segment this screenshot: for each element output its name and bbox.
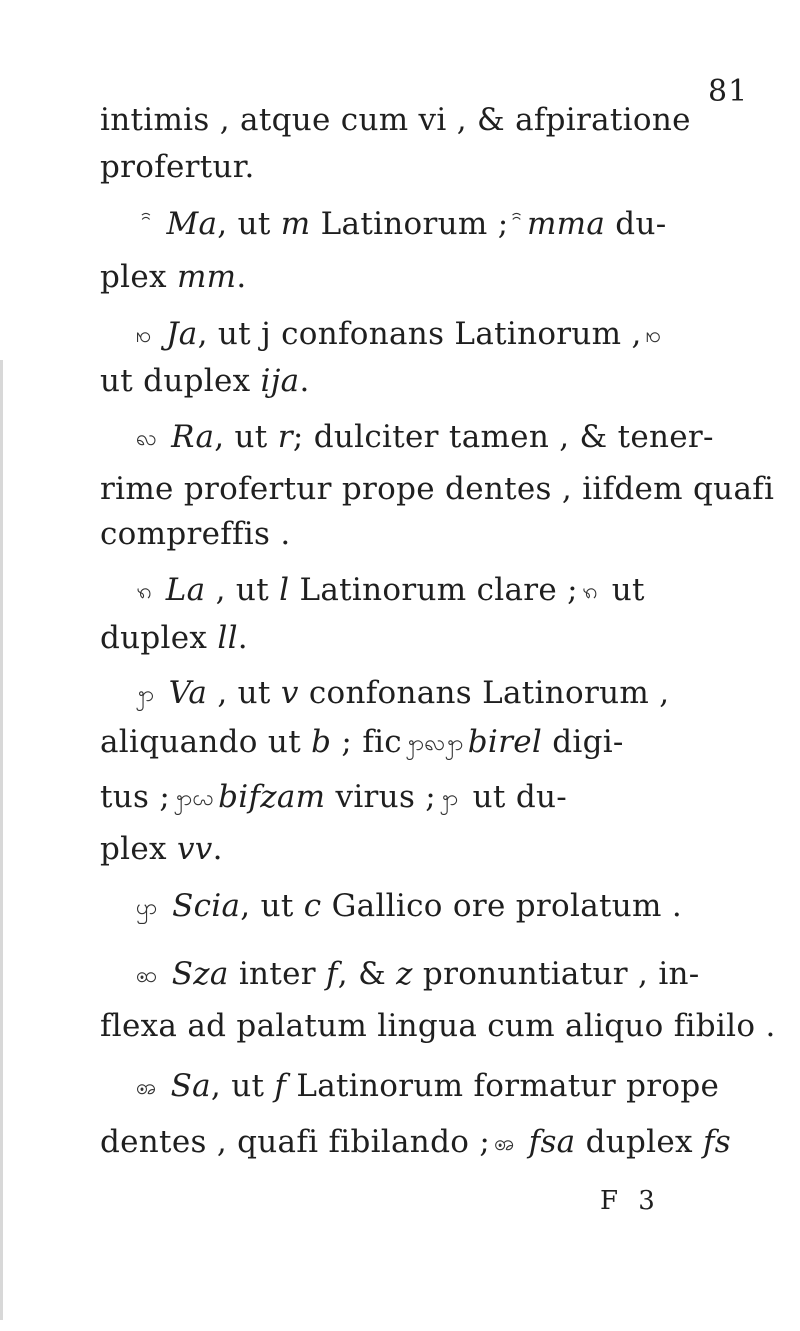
text-line (132, 954, 700, 996)
armenian-glyph-icon: ꩯ (645, 322, 662, 348)
text-line (100, 777, 567, 819)
line-text: ut du- (462, 779, 567, 815)
line-text: plex (100, 259, 177, 295)
armenian-glyph-icon: ꩮ (136, 425, 157, 451)
armenian-glyph-icon: ꩫ (581, 578, 598, 604)
line-text: profertur. (100, 149, 255, 185)
line-text: , ut j confonans Latinorum , (197, 316, 642, 352)
latin-letter: m (280, 206, 311, 242)
line-text: , ut (207, 675, 281, 711)
line-text: , & (337, 956, 397, 992)
text-line (100, 514, 291, 554)
line-text: virus ; (325, 779, 437, 815)
latin-term: fs (702, 1124, 731, 1160)
latin-letter: l (279, 572, 290, 608)
line-text: duplex (575, 1124, 703, 1160)
latin-letter: z (396, 956, 413, 992)
text-line (132, 886, 682, 928)
latin-term: Ra (171, 419, 215, 455)
text-line (100, 829, 223, 869)
latin-term: Ma (166, 206, 218, 242)
latin-term: ll (217, 620, 238, 656)
line-text: flexa ad palatum lingua cum aliquo fibilo . (100, 1008, 776, 1044)
text-line (100, 257, 247, 297)
text-line (100, 722, 624, 764)
latin-letter: r (277, 419, 293, 455)
text-line (100, 469, 774, 509)
armenian-glyph-icon: ꩫ (136, 578, 152, 604)
line-text: Latinorum formatur prope (286, 1068, 720, 1104)
armenian-glyph-icon: ꩭ (440, 785, 459, 811)
armenian-glyph-icon: ꩯ (136, 322, 152, 348)
line-text: intimis , atque cum vi , & afpiratione (100, 102, 691, 138)
line-text: , ut (205, 572, 280, 608)
line-text: ; dulciter tamen , & tener- (292, 419, 714, 455)
line-text: plex (100, 831, 177, 867)
line-text: ; fic (331, 724, 402, 760)
page-edge-shadow (0, 360, 3, 1320)
latin-letter: c (303, 888, 322, 924)
printer-signature: F 3 (600, 1186, 661, 1216)
armenian-glyph-icon: ꩥ (136, 894, 158, 920)
line-text: du- (605, 206, 667, 242)
page-number: 81 (708, 74, 749, 109)
line-text: digi- (542, 724, 624, 760)
line-text: . (237, 620, 248, 656)
latin-letter: f (274, 1068, 287, 1104)
text-line (148, 204, 667, 246)
text-line (132, 673, 669, 715)
latin-term: La (165, 572, 206, 608)
text-line (100, 618, 248, 658)
armenian-glyph-icon: ꩭꩮꩭ (405, 730, 464, 756)
latin-term: Sa (170, 1068, 211, 1104)
latin-term: Va (168, 675, 208, 711)
latin-term: ija (260, 363, 300, 399)
latin-letter: f (326, 956, 338, 992)
armenian-glyph-icon: ꩭ (136, 681, 155, 707)
text-line (132, 417, 714, 459)
latin-term: Sza (171, 956, 229, 992)
text-line (132, 1066, 719, 1108)
line-text: , ut (210, 1068, 275, 1104)
line-text: tus ; (100, 779, 171, 815)
line-text: confonans Latinorum , (298, 675, 670, 711)
text-line (100, 1006, 776, 1046)
latin-term: fsa (518, 1124, 576, 1160)
line-text: . (212, 831, 223, 867)
armenian-glyph-icon: ꩨ (494, 1130, 515, 1156)
line-text: aliquando ut (100, 724, 312, 760)
text-line (100, 147, 255, 187)
line-text: . (299, 363, 310, 399)
line-text: , ut (240, 888, 304, 924)
latin-letter: b (311, 724, 332, 760)
armenian-glyph-icon: ꩭꩬ (174, 785, 215, 811)
latin-term: bifzam (218, 779, 326, 815)
line-text: Latinorum ; (310, 206, 519, 242)
line-text: Gallico ore prolatum . (321, 888, 683, 924)
text-line (132, 314, 666, 356)
text-line (100, 100, 691, 140)
latin-term: mma (526, 206, 606, 242)
text-line (100, 1122, 731, 1164)
latin-term: birel (467, 724, 543, 760)
latin-term: vv (176, 831, 213, 867)
line-text: , ut (217, 206, 281, 242)
latin-letter: v (280, 675, 299, 711)
line-text: , ut (214, 419, 278, 455)
latin-term: mm (176, 259, 237, 295)
text-line (100, 361, 310, 401)
armenian-glyph-icon: ꩨ (136, 1074, 157, 1100)
text-line (132, 570, 645, 612)
line-text: inter (228, 956, 326, 992)
line-text: rime profertur prope dentes , iifdem quafi (100, 471, 775, 507)
latin-term: Ja (166, 316, 198, 352)
latin-term: Scia (172, 888, 241, 924)
line-text: . (236, 259, 247, 295)
line-text: dentes , quafi fibilando ; (100, 1124, 491, 1160)
line-text: pronuntiatur , in- (412, 956, 700, 992)
armenian-glyph-icon: ꩧ (136, 962, 158, 988)
line-text: compreffis . (100, 516, 291, 552)
line-text: duplex (100, 620, 218, 656)
line-text: Latinorum clare ; (289, 572, 578, 608)
line-text: ut (601, 572, 645, 608)
line-text: ut duplex (100, 363, 261, 399)
